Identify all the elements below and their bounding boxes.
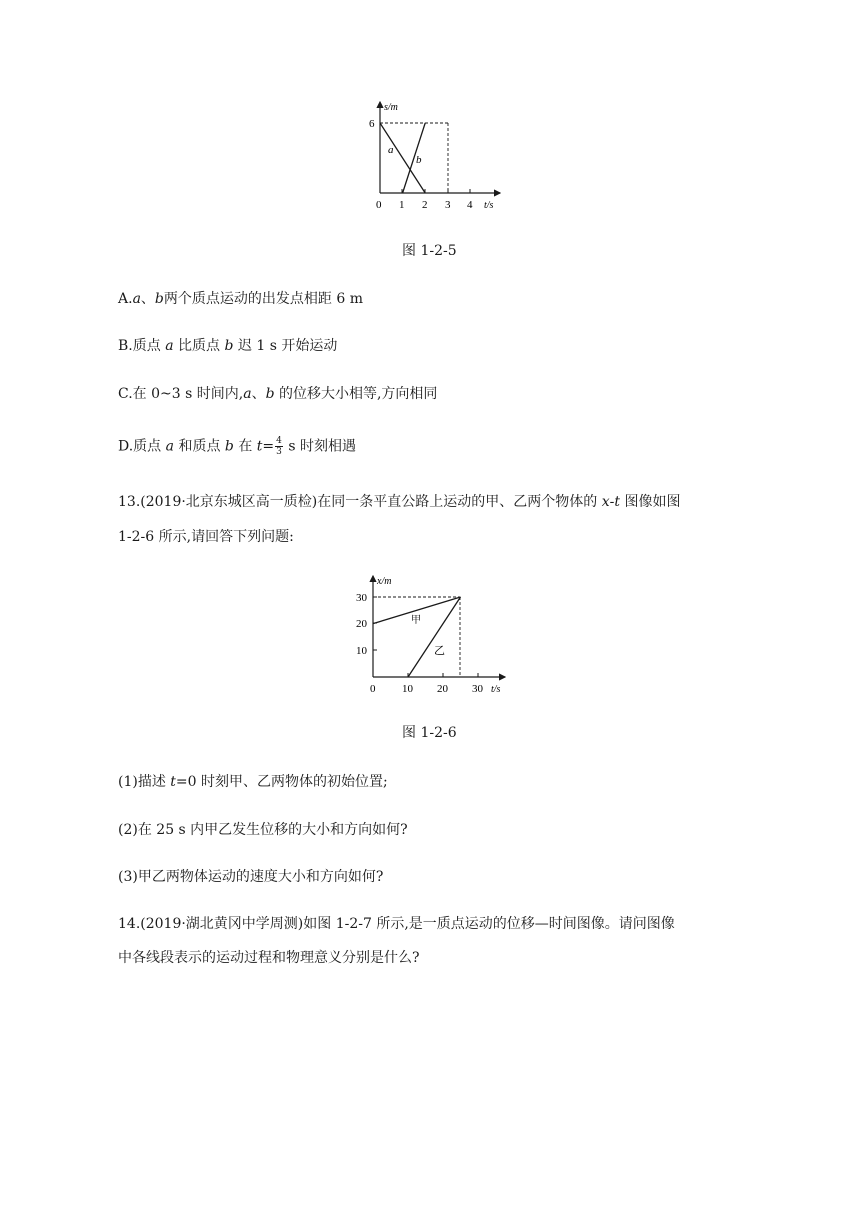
series-yi-line	[408, 597, 461, 677]
series-b-label: b	[416, 154, 422, 166]
option-b-rest: 迟 1 s 开始运动	[233, 338, 338, 354]
q13-var-t: t	[614, 494, 620, 510]
x-tick-label-0: 0	[370, 683, 376, 695]
option-d-var1: a	[165, 438, 174, 455]
option-d-eq: =	[262, 438, 275, 455]
y-tick-label-6: 6	[369, 118, 375, 130]
x-tick-label-10: 10	[402, 683, 413, 695]
sub1-pre: (1)描述	[118, 774, 171, 790]
q13-line2: 1-2-6 所示,请回答下列问题:	[118, 529, 294, 545]
q13-text-pre: 13.(2019·北京东城区高一质检)在同一条平直公路上运动的甲、乙两个物体的	[118, 494, 602, 510]
option-d	[118, 436, 356, 457]
x-tick-label-2: 2	[422, 199, 428, 211]
option-a-mid: 、	[140, 291, 155, 307]
option-d-prefix: D.质点	[118, 438, 166, 455]
option-b-var1: a	[165, 338, 174, 354]
option-d-var2: b	[224, 438, 234, 455]
option-a-var2: b	[154, 291, 164, 307]
x-tick-label-30: 30	[472, 683, 483, 695]
option-c-prefix: C.在 0~3 s 时间内,	[118, 386, 244, 402]
q13-var-x: x	[601, 494, 610, 510]
figure-1-2-5-caption: 图 1-2-5	[402, 243, 457, 259]
option-c	[118, 384, 437, 404]
y-tick-label-30: 30	[356, 592, 367, 604]
option-d-tvar: t	[256, 438, 263, 455]
y-tick-label-20: 20	[356, 618, 367, 630]
x-tick-label-1: 1	[399, 199, 405, 211]
x-tick-label-0: 0	[376, 199, 382, 211]
x-tick-label-3: 3	[445, 199, 451, 211]
q13-text-post: 图像如图	[620, 494, 681, 510]
q13-sub1	[118, 772, 388, 792]
option-c-rest: 的位移大小相等,方向相同	[274, 386, 438, 402]
series-b-line	[403, 123, 426, 193]
figure-1-2-5	[360, 96, 510, 211]
figure-1-2-6	[350, 570, 515, 698]
q14-line2: 中各线段表示的运动过程和物理意义分别是什么?	[118, 950, 420, 966]
figure-1-2-6-caption: 图 1-2-6	[402, 725, 457, 741]
option-d-mid2: 在	[233, 438, 257, 455]
option-b-prefix: B.质点	[118, 338, 166, 354]
x-axis-label: t/s	[491, 684, 501, 695]
q13-dash: -	[609, 494, 615, 510]
option-a-var1: a	[132, 291, 141, 307]
y-tick-label-10: 10	[356, 645, 367, 657]
series-a-label: a	[388, 144, 394, 156]
x-tick-label-4: 4	[467, 199, 473, 211]
option-d-rest: s 时刻相遇	[283, 438, 356, 455]
sub1-post: =0 时刻甲、乙两物体的初始位置;	[175, 774, 388, 790]
x-axis-label: t/s	[484, 200, 494, 211]
fraction-denominator: 3	[276, 447, 282, 457]
option-c-var1: a	[243, 386, 252, 402]
option-b-var2: b	[224, 338, 234, 354]
q14-line1: 14.(2019·湖北黄冈中学周测)如图 1-2-7 所示,是一质点运动的位移—时间图像。请问图像	[118, 916, 675, 932]
q13-sub2: (2)在 25 s 内甲乙发生位移的大小和方向如何?	[118, 822, 408, 838]
option-a-prefix: A.	[118, 291, 133, 307]
option-b-mid: 比质点	[173, 338, 225, 354]
fraction-numerator: 4	[276, 436, 282, 446]
y-axis-label: s/m	[384, 102, 398, 113]
option-a	[118, 289, 363, 309]
q13-sub3: (3)甲乙两物体运动的速度大小和方向如何?	[118, 869, 384, 885]
y-axis-label: x/m	[377, 576, 392, 587]
x-tick-label-20: 20	[437, 683, 448, 695]
q13-line1	[118, 492, 680, 512]
series-yi-label: 乙	[434, 645, 445, 657]
series-jia-label: 甲	[411, 615, 421, 626]
option-a-rest: 两个质点运动的出发点相距 6 m	[163, 291, 363, 307]
option-c-mid: 、	[251, 386, 266, 402]
option-d-fraction	[275, 436, 283, 457]
option-b	[118, 336, 337, 356]
option-c-var2: b	[265, 386, 275, 402]
sub1-var-t: t	[170, 774, 176, 790]
option-d-mid: 和质点	[174, 438, 225, 455]
